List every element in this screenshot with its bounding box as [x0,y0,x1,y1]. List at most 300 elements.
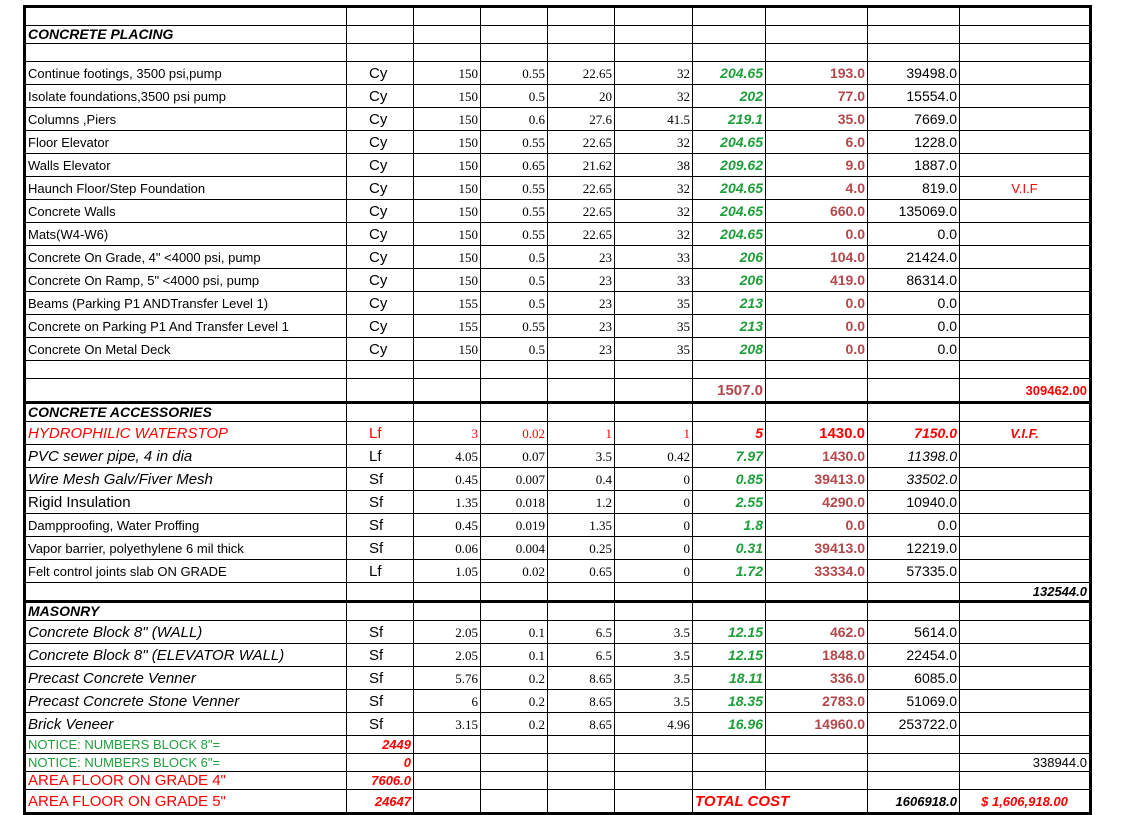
empty-cell [347,361,414,379]
total-cost-label: TOTAL COST [693,790,868,814]
sheet-row [25,422,1091,445]
rate-a-cell: 150 [414,62,481,85]
unit-total-cell: 0.31 [693,537,766,560]
rate-d-cell: 32 [615,62,693,85]
empty-cell [766,379,868,403]
rate-d-cell: 3.5 [615,621,693,644]
rate-b-cell: 0.5 [481,246,548,269]
empty-cell [766,583,868,602]
empty-cell [481,602,548,621]
rate-a-cell: 150 [414,246,481,269]
unit-cell: Cy [347,269,414,292]
empty-cell [414,736,481,754]
cost-cell: 22454.0 [868,644,960,667]
empty-cell [481,26,548,44]
empty-cell [615,736,693,754]
unit-total-cell: 1.72 [693,560,766,583]
empty-cell [548,379,615,403]
unit-total-cell: 18.11 [693,667,766,690]
empty-cell [25,361,347,379]
empty-cell [615,26,693,44]
empty-cell [615,790,693,814]
estimate-spreadsheet [23,5,1092,815]
item-description: Wire Mesh Galv/Fiver Mesh [25,468,347,491]
item-description: Concrete Walls [25,200,347,223]
rate-b-cell: 0.55 [481,62,548,85]
quantity-cell: 193.0 [766,62,868,85]
unit-cell: Cy [347,85,414,108]
sheet-row [25,621,1091,644]
empty-cell [693,361,766,379]
note-cell [960,468,1091,491]
sheet-row [25,514,1091,537]
empty-cell [548,361,615,379]
quantity-cell: 0.0 [766,292,868,315]
item-description: Concrete on Parking P1 And Transfer Level 1 [25,315,347,338]
unit-cell: Lf [347,422,414,445]
cost-cell: 0.0 [868,223,960,246]
rate-d-cell: 35 [615,338,693,361]
rate-a-cell: 2.05 [414,621,481,644]
rate-d-cell: 0 [615,560,693,583]
unit-cell: Cy [347,200,414,223]
empty-cell [693,26,766,44]
item-description: Vapor barrier, polyethylene 6 mil thick [25,537,347,560]
note-cell [960,445,1091,468]
rate-d-cell: 33 [615,269,693,292]
note-cell [960,200,1091,223]
item-description: Brick Veneer [25,713,347,736]
rate-b-cell: 0.2 [481,690,548,713]
quantity-cell: 6.0 [766,131,868,154]
sheet-row [25,560,1091,583]
item-description: Floor Elevator [25,131,347,154]
cost-cell: 57335.0 [868,560,960,583]
unit-total-cell: 12.15 [693,621,766,644]
empty-cell [347,26,414,44]
sheet-row [25,379,1091,403]
rate-c-cell: 0.65 [548,560,615,583]
rate-c-cell: 22.65 [548,62,615,85]
note-cell [960,514,1091,537]
empty-cell [414,403,481,422]
sheet-row [25,292,1091,315]
rate-a-cell: 150 [414,223,481,246]
unit-total-cell: 18.35 [693,690,766,713]
unit-cell: Lf [347,445,414,468]
placing-total-quantity: 1507.0 [693,379,766,403]
empty-cell [347,379,414,403]
empty-cell [548,602,615,621]
rate-c-cell: 22.65 [548,177,615,200]
rate-b-cell: 0.65 [481,154,548,177]
unit-cell: Sf [347,690,414,713]
rate-a-cell: 0.45 [414,468,481,491]
item-description: Haunch Floor/Step Foundation [25,177,347,200]
quantity-cell: 2783.0 [766,690,868,713]
rate-d-cell: 1 [615,422,693,445]
sheet-row [25,790,1091,814]
unit-total-cell: 206 [693,246,766,269]
empty-cell [615,361,693,379]
rate-d-cell: 32 [615,85,693,108]
unit-total-cell: 204.65 [693,62,766,85]
note-cell [960,108,1091,131]
cost-cell: 21424.0 [868,246,960,269]
empty-cell [548,772,615,790]
note-cell [960,621,1091,644]
unit-total-cell: 204.65 [693,223,766,246]
quantity-cell: 33334.0 [766,560,868,583]
grand-total-formatted: $ 1,606,918.00 [960,790,1091,814]
empty-cell [766,754,868,772]
cost-cell: 39498.0 [868,62,960,85]
empty-cell [960,403,1091,422]
rate-d-cell: 33 [615,246,693,269]
cost-cell: 1887.0 [868,154,960,177]
sheet-row [25,154,1091,177]
sheet-row [25,583,1091,602]
quantity-cell: 35.0 [766,108,868,131]
empty-cell [481,583,548,602]
rate-a-cell: 3 [414,422,481,445]
rate-b-cell: 0.07 [481,445,548,468]
empty-cell [414,790,481,814]
sheet-row [25,246,1091,269]
sheet-row [25,85,1091,108]
rate-b-cell: 0.2 [481,667,548,690]
rate-b-cell: 0.1 [481,621,548,644]
cost-cell: 0.0 [868,338,960,361]
empty-cell [347,583,414,602]
rate-c-cell: 22.65 [548,223,615,246]
item-description: Continue footings, 3500 psi,pump [25,62,347,85]
quantity-cell: 660.0 [766,200,868,223]
unit-cell: Sf [347,713,414,736]
unit-total-cell: 204.65 [693,200,766,223]
item-description: PVC sewer pipe, 4 in dia [25,445,347,468]
unit-cell: Cy [347,131,414,154]
empty-cell [414,26,481,44]
unit-cell: Cy [347,338,414,361]
cost-cell: 15554.0 [868,85,960,108]
empty-cell [414,583,481,602]
empty-cell [548,403,615,422]
unit-total-cell: 7.97 [693,445,766,468]
sheet-row [25,315,1091,338]
empty-cell [615,44,693,62]
unit-cell: Cy [347,315,414,338]
empty-cell [414,754,481,772]
unit-cell: Sf [347,667,414,690]
grand-total-value: 1606918.0 [868,790,960,814]
empty-cell [25,7,347,26]
note-cell [960,690,1091,713]
rate-b-cell: 0.6 [481,108,548,131]
note-cell: V.I.F. [960,422,1091,445]
empty-cell [960,736,1091,754]
cost-cell: 86314.0 [868,269,960,292]
unit-cell: Cy [347,177,414,200]
rate-c-cell: 0.25 [548,537,615,560]
rate-a-cell: 0.45 [414,514,481,537]
empty-cell [548,44,615,62]
sheet-row [25,491,1091,514]
cost-cell: 33502.0 [868,468,960,491]
note-cell [960,269,1091,292]
quantity-cell: 1430.0 [766,445,868,468]
rate-c-cell: 21.62 [548,154,615,177]
sheet-row [25,131,1091,154]
rate-b-cell: 0.02 [481,560,548,583]
note-cell [960,491,1091,514]
rate-b-cell: 0.019 [481,514,548,537]
sheet-row [25,200,1091,223]
cost-cell: 135069.0 [868,200,960,223]
item-description: Concrete On Metal Deck [25,338,347,361]
rate-c-cell: 6.5 [548,621,615,644]
empty-cell [693,602,766,621]
sheet-row [25,62,1091,85]
empty-cell [548,790,615,814]
item-description: Rigid Insulation [25,491,347,514]
empty-cell [766,602,868,621]
rate-a-cell: 150 [414,200,481,223]
note-cell [960,315,1091,338]
sheet-row [25,269,1091,292]
sheet-row [25,223,1091,246]
empty-cell [960,7,1091,26]
rate-a-cell: 150 [414,108,481,131]
unit-cell: Cy [347,246,414,269]
cost-cell: 0.0 [868,514,960,537]
item-description: Concrete On Grade, 4" <4000 psi, pump [25,246,347,269]
sheet-row [25,403,1091,422]
rate-a-cell: 1.05 [414,560,481,583]
rate-a-cell: 155 [414,292,481,315]
empty-cell [548,754,615,772]
unit-total-cell: 204.65 [693,131,766,154]
empty-cell [766,772,868,790]
quantity-cell: 9.0 [766,154,868,177]
empty-cell [693,754,766,772]
area-value: 24647 [347,790,414,814]
sheet-row [25,445,1091,468]
empty-cell [868,736,960,754]
sheet-row [25,772,1091,790]
sheet-row [25,26,1091,44]
sheet-row [25,644,1091,667]
empty-cell [766,361,868,379]
rate-a-cell: 0.06 [414,537,481,560]
quantity-cell: 1430.0 [766,422,868,445]
note-cell [960,85,1091,108]
rate-d-cell: 41.5 [615,108,693,131]
item-description: Precast Concrete Venner [25,667,347,690]
note-cell [960,537,1091,560]
sheet-row [25,338,1091,361]
section-title-placing: CONCRETE PLACING [25,26,347,44]
rate-b-cell: 0.007 [481,468,548,491]
quantity-cell: 0.0 [766,223,868,246]
empty-cell [615,754,693,772]
cost-cell: 11398.0 [868,445,960,468]
sheet-row [25,44,1091,62]
empty-cell [693,736,766,754]
cost-cell: 10940.0 [868,491,960,514]
empty-cell [414,772,481,790]
note-cell [960,644,1091,667]
rate-c-cell: 1.2 [548,491,615,514]
quantity-cell: 4.0 [766,177,868,200]
empty-cell [25,44,347,62]
cost-cell: 253722.0 [868,713,960,736]
rate-c-cell: 27.6 [548,108,615,131]
empty-cell [960,26,1091,44]
empty-cell [414,379,481,403]
rate-a-cell: 150 [414,154,481,177]
rate-a-cell: 150 [414,177,481,200]
quantity-cell: 0.0 [766,514,868,537]
empty-cell [347,602,414,621]
rate-c-cell: 3.5 [548,445,615,468]
cost-cell: 12219.0 [868,537,960,560]
unit-total-cell: 213 [693,292,766,315]
item-description: Felt control joints slab ON GRADE [25,560,347,583]
rate-a-cell: 150 [414,338,481,361]
masonry-total-cost: 338944.0 [960,754,1091,772]
unit-total-cell: 204.65 [693,177,766,200]
area-value: 7606.0 [347,772,414,790]
rate-c-cell: 22.65 [548,200,615,223]
cost-cell: 819.0 [868,177,960,200]
empty-cell [693,583,766,602]
unit-total-cell: 206 [693,269,766,292]
note-cell [960,223,1091,246]
unit-cell: Sf [347,514,414,537]
sheet-row [25,690,1091,713]
unit-cell: Cy [347,154,414,177]
sheet-row [25,537,1091,560]
empty-cell [481,790,548,814]
note-cell [960,62,1091,85]
empty-cell [615,403,693,422]
rate-d-cell: 32 [615,223,693,246]
rate-d-cell: 0 [615,514,693,537]
unit-total-cell: 16.96 [693,713,766,736]
note-cell [960,131,1091,154]
empty-cell [868,26,960,44]
rate-c-cell: 23 [548,246,615,269]
notice-value: 0 [347,754,414,772]
unit-cell: Cy [347,62,414,85]
rate-d-cell: 0 [615,491,693,514]
rate-b-cell: 0.02 [481,422,548,445]
rate-b-cell: 0.55 [481,131,548,154]
empty-cell [868,602,960,621]
quantity-cell: 14960.0 [766,713,868,736]
empty-cell [960,602,1091,621]
quantity-cell: 419.0 [766,269,868,292]
rate-a-cell: 6 [414,690,481,713]
empty-cell [868,44,960,62]
empty-cell [548,26,615,44]
rate-a-cell: 155 [414,315,481,338]
empty-cell [548,7,615,26]
note-cell [960,560,1091,583]
quantity-cell: 4290.0 [766,491,868,514]
empty-cell [347,403,414,422]
rate-a-cell: 150 [414,85,481,108]
unit-total-cell: 213 [693,315,766,338]
empty-cell [766,7,868,26]
unit-cell: Sf [347,644,414,667]
item-description: Isolate foundations,3500 psi pump [25,85,347,108]
rate-b-cell: 0.5 [481,292,548,315]
rate-b-cell: 0.5 [481,85,548,108]
empty-cell [481,403,548,422]
empty-cell [481,754,548,772]
empty-cell [548,583,615,602]
sheet-row [25,177,1091,200]
note-cell [960,246,1091,269]
empty-cell [868,403,960,422]
empty-cell [766,44,868,62]
rate-a-cell: 1.35 [414,491,481,514]
item-description: Mats(W4-W6) [25,223,347,246]
cost-cell: 0.0 [868,292,960,315]
unit-total-cell: 12.15 [693,644,766,667]
rate-b-cell: 0.2 [481,713,548,736]
note-cell [960,667,1091,690]
unit-total-cell: 5 [693,422,766,445]
rate-c-cell: 23 [548,269,615,292]
quantity-cell: 462.0 [766,621,868,644]
note-cell: V.I.F [960,177,1091,200]
empty-cell [481,7,548,26]
empty-cell [548,736,615,754]
note-cell [960,292,1091,315]
rate-c-cell: 20 [548,85,615,108]
empty-cell [868,772,960,790]
rate-d-cell: 0 [615,468,693,491]
sheet-row [25,754,1091,772]
item-description: Columns ,Piers [25,108,347,131]
rate-d-cell: 3.5 [615,667,693,690]
rate-a-cell: 5.76 [414,667,481,690]
area-label: AREA FLOOR ON GRADE 4" [25,772,347,790]
rate-a-cell: 150 [414,131,481,154]
sheet-row [25,667,1091,690]
empty-cell [481,44,548,62]
empty-cell [766,736,868,754]
empty-cell [766,403,868,422]
quantity-cell: 0.0 [766,338,868,361]
sheet-row [25,602,1091,621]
item-description: Dampproofing, Water Proffing [25,514,347,537]
unit-cell: Lf [347,560,414,583]
note-cell [960,154,1091,177]
rate-a-cell: 3.15 [414,713,481,736]
sheet-row [25,361,1091,379]
empty-cell [868,379,960,403]
empty-cell [868,7,960,26]
rate-b-cell: 0.004 [481,537,548,560]
rate-b-cell: 0.55 [481,200,548,223]
empty-cell [615,7,693,26]
cost-cell: 7150.0 [868,422,960,445]
empty-cell [481,379,548,403]
